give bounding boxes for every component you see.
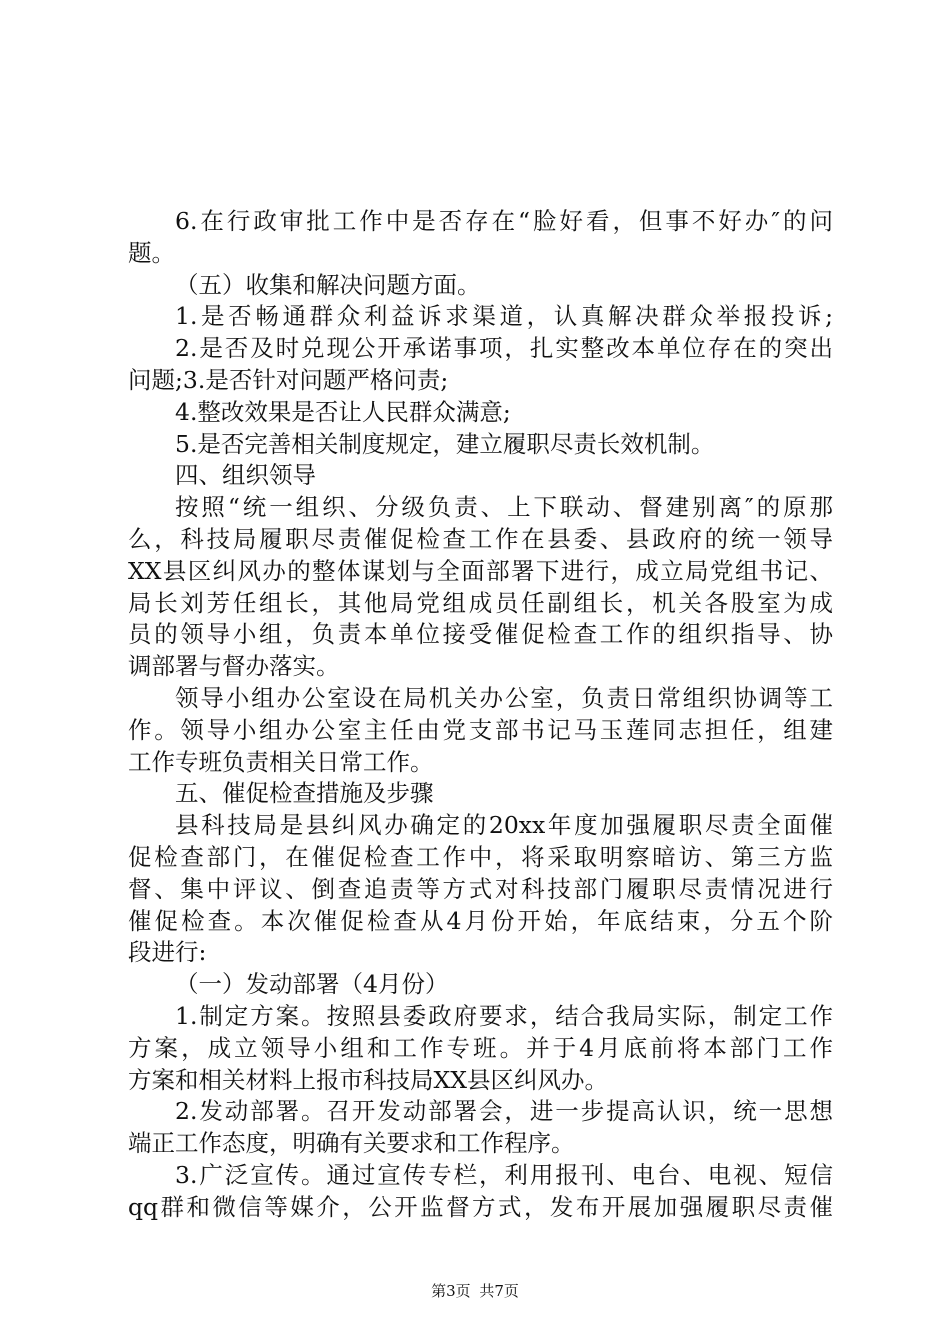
text-line: 2.是否及时兑现公开承诺事项，扎实整改本单位存在的突出 (175, 334, 833, 363)
text-line: 促检查部门，在催促检查工作中，将采取明察暗访、第三方监 (128, 842, 833, 871)
text-line: 1.制定方案。按照县委政府要求，结合我局实际，制定工作 (175, 1001, 833, 1030)
text-line: 5.是否完善相关制度规定，建立履职尽责长效机制。 (175, 429, 715, 458)
text-line: 督、集中评议、倒查追责等方式对科技部门履职尽责情况进行 (128, 874, 833, 903)
text-line: qq群和微信等媒介，公开监督方式，发布开展加强履职尽责催 (128, 1192, 833, 1221)
text-line: 县科技局是县纠风办确定的20xx年度加强履职尽责全面催 (175, 811, 833, 840)
text-line: 1.是否畅通群众利益诉求渠道，认真解决群众举报投诉; (175, 302, 833, 331)
text-line: （五）收集和解决问题方面。 (175, 270, 481, 299)
page-total: 共7页 (479, 1282, 519, 1300)
page-footer (0, 1280, 950, 1301)
text-line: 按照“统一组织、分级负责、上下联动、督建别离″的原那 (175, 493, 833, 522)
text-line: 方案，成立领导小组和工作专班。并于4月底前将本部门工作 (128, 1033, 833, 1062)
text-line: 端正工作态度，明确有关要求和工作程序。 (128, 1129, 575, 1158)
section-heading: 五、催促检查措施及步骤 (175, 779, 434, 808)
text-line: 领导小组办公室设在局机关办公室，负责日常组织协调等工 (175, 683, 833, 712)
text-line: 问题;3.是否针对问题严格问责; (128, 365, 449, 394)
subsection-heading: （一）发动部署（4月份） (175, 970, 449, 999)
text-line: 6.在行政审批工作中是否存在“脸好看，但事不好办″的问 (175, 207, 833, 235)
text-line: 段进行: (128, 938, 207, 967)
section-heading: 四、组织领导 (175, 461, 316, 490)
text-line: 方案和相关材料上报市科技局XX县区纠风办。 (128, 1065, 608, 1094)
text-line: 么，科技局履职尽责催促检查工作在县委、县政府的统一领导 (128, 524, 833, 553)
text-line: 员的领导小组，负责本单位接受催促检查工作的组织指导、协 (128, 620, 833, 649)
text-line: 工作专班负责相关日常工作。 (128, 747, 434, 776)
text-line: 催促检查。本次催促检查从4月份开始，年底结束，分五个阶 (128, 906, 833, 935)
text-line: 3.广泛宣传。通过宣传专栏，利用报刊、电台、电视、短信 (175, 1160, 833, 1189)
page-number: 第3页 (431, 1282, 471, 1300)
text-line: 题。 (128, 238, 175, 267)
body-text (128, 206, 833, 1224)
text-line: XX县区纠风办的整体谋划与全面部署下进行，成立局党组书记、 (128, 556, 833, 585)
text-line: 调部署与督办落实。 (128, 652, 340, 681)
text-line: 作。领导小组办公室主任由党支部书记马玉莲同志担任，组建 (128, 715, 833, 744)
text-line: 局长刘芳任组长，其他局党组成员任副组长，机关各股室为成 (128, 588, 833, 617)
text-line: 4.整改效果是否让人民群众满意; (175, 397, 511, 426)
text-line: 2.发动部署。召开发动部署会，进一步提高认识，统一思想 (175, 1097, 833, 1126)
